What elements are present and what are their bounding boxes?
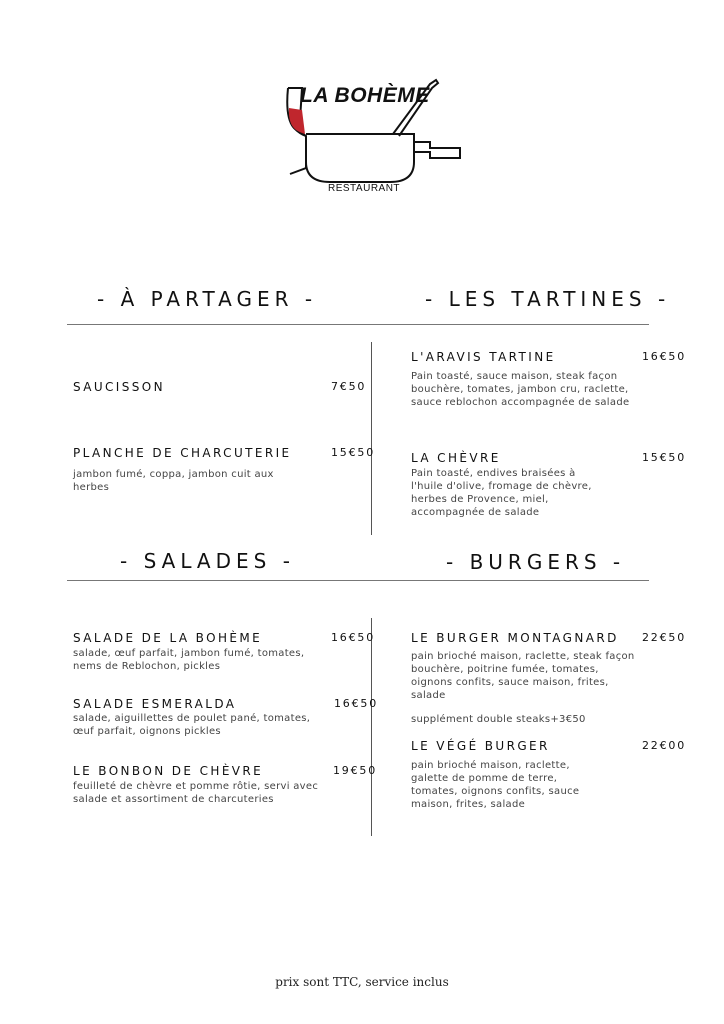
item-name: LE VÉGÉ BURGER: [411, 739, 550, 753]
item-price: 22€00: [642, 739, 686, 752]
item-description: salade, œuf parfait, jambon fumé, tomates, nems de Reblochon, pickles: [73, 648, 305, 672]
section-title-burgers: - BURGERS -: [446, 550, 626, 574]
section-title-salades: - SALADES -: [120, 549, 295, 573]
item-description: Pain toasté, sauce maison, steak façon bouchère, tomates, jambon cru, raclette, sauce reblochon accompagnée de salade: [411, 371, 630, 408]
item-price: 16€50: [334, 697, 378, 710]
item-name: SAUCISSON: [73, 380, 166, 394]
column-divider-bottom: [371, 618, 372, 836]
item-name: LA CHÈVRE: [411, 451, 501, 465]
item-price: 16€50: [642, 350, 686, 363]
item-description: jambon fumé, coppa, jambon cuit aux herbes: [73, 469, 274, 493]
item-note: supplément double steaks+3€50: [411, 714, 586, 725]
logo-name: LA BOHÈME: [300, 84, 430, 107]
item-description: Pain toasté, endives braisées à l'huile d'olive, fromage de chèvre, herbes de Provence, miel, accompagnée de salade: [411, 468, 592, 518]
item-price: 19€50: [333, 764, 377, 777]
item-price: 16€50: [331, 631, 375, 644]
section-title-partager: - À PARTAGER -: [97, 287, 318, 311]
item-price: 15€50: [642, 451, 686, 464]
divider-top: [67, 324, 649, 325]
section-title-tartines: - LES TARTINES -: [425, 287, 671, 311]
item-price: 15€50: [331, 446, 375, 459]
item-name: L'ARAVIS TARTINE: [411, 350, 556, 364]
column-divider-top: [371, 342, 372, 535]
item-price: 22€50: [642, 631, 686, 644]
item-description: feuilleté de chèvre et pomme rôtie, servi avec salade et assortiment de charcuteries: [73, 781, 319, 805]
divider-bottom: [67, 580, 649, 581]
footer-note: prix sont TTC, service inclus: [275, 975, 449, 989]
item-description: pain brioché maison, raclette, steak façon bouchère, poitrine fumée, tomates, oignons confits, sauce maison, frites, salade: [411, 651, 635, 701]
item-description: pain brioché maison, raclette, galette de pomme de terre, tomates, oignons confits, sauce maison, frites, salade: [411, 760, 580, 810]
item-name: LE BONBON DE CHÈVRE: [73, 764, 264, 778]
item-name: LE BURGER MONTAGNARD: [411, 631, 619, 645]
item-name: SALADE DE LA BOHÈME: [73, 631, 263, 645]
item-description: salade, aiguillettes de poulet pané, tomates, œuf parfait, oignons pickles: [73, 713, 311, 737]
item-name: PLANCHE DE CHARCUTERIE: [73, 446, 292, 460]
item-price: 7€50: [331, 380, 367, 393]
logo-subtitle: RESTAURANT: [328, 183, 401, 194]
restaurant-logo: [280, 70, 470, 200]
item-name: SALADE ESMERALDA: [73, 697, 237, 711]
